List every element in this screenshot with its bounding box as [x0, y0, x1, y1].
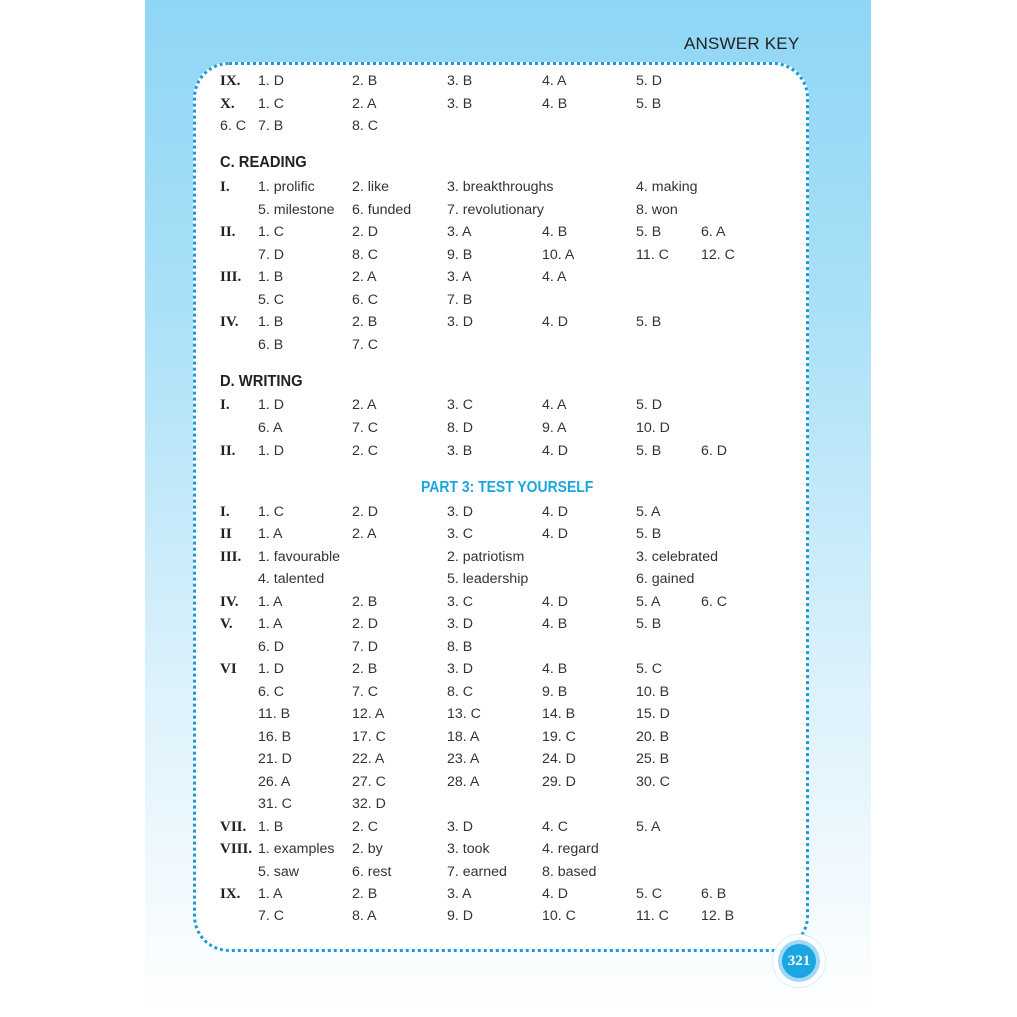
answer-item: 7. C — [352, 337, 379, 353]
answer-item: 3. B — [447, 443, 473, 459]
answer-item: 24. D — [542, 751, 576, 767]
section-heading: D. WRITING — [220, 373, 303, 390]
answer-item: 1. C — [258, 224, 285, 240]
exercise-label: I. — [220, 397, 230, 413]
answer-item: 8. C — [352, 118, 379, 134]
answer-item: 2. like — [352, 179, 390, 195]
answer-item: 5. C — [258, 292, 285, 308]
answer-item: 2. D — [352, 616, 379, 632]
answer-item: 3. B — [447, 73, 473, 89]
answer-item: 4. making — [636, 179, 698, 195]
exercise-label: II — [220, 526, 232, 542]
answer-item: 7. B — [258, 118, 284, 134]
answer-item: 6. B — [701, 886, 727, 902]
answer-item: 2. patriotism — [447, 549, 525, 565]
answer-item: 2. D — [352, 504, 379, 520]
page-number: 321 — [782, 944, 816, 978]
answer-item: 6. D — [701, 443, 728, 459]
part-heading: PART 3: TEST YOURSELF — [421, 479, 594, 496]
exercise-label: II. — [220, 443, 236, 459]
answer-item: 3. took — [447, 841, 490, 857]
answer-item: 2. A — [352, 269, 377, 285]
answer-item: 29. D — [542, 774, 576, 790]
answer-item: 6. B — [258, 337, 284, 353]
answer-item: 7. D — [258, 247, 285, 263]
answer-item: 9. D — [447, 908, 474, 924]
answer-item: 2. A — [352, 96, 377, 112]
answer-item: 4. D — [542, 594, 569, 610]
answer-item: 13. C — [447, 706, 481, 722]
section-heading: C. READING — [220, 154, 307, 171]
answer-item: 22. A — [352, 751, 385, 767]
answer-item: 4. talented — [258, 571, 325, 587]
answer-item: 10. C — [542, 908, 576, 924]
answer-item: 32. D — [352, 796, 386, 812]
answer-item: 1. prolific — [258, 179, 315, 195]
answer-item: 2. B — [352, 594, 378, 610]
exercise-label: X. — [220, 96, 235, 112]
answer-item: 8. D — [447, 420, 474, 436]
exercise-label: I. — [220, 504, 230, 520]
answer-item: 4. B — [542, 96, 568, 112]
answer-item: 17. C — [352, 729, 386, 745]
answer-item: 31. C — [258, 796, 292, 812]
answer-item: 14. B — [542, 706, 576, 722]
answer-item: 2. A — [352, 397, 377, 413]
answer-item: 8. A — [352, 908, 377, 924]
answer-item: 5. milestone — [258, 202, 335, 218]
answer-item: 6. C — [352, 292, 379, 308]
answer-item: 18. A — [447, 729, 480, 745]
answer-item: 1. D — [258, 443, 285, 459]
answer-item: 2. by — [352, 841, 383, 857]
answer-item: 6. A — [701, 224, 726, 240]
answer-item: 3. A — [447, 224, 472, 240]
answer-item: 4. regard — [542, 841, 599, 857]
answer-item: 4. D — [542, 526, 569, 542]
answer-item: 11. C — [636, 247, 669, 263]
answer-item: 5. leadership — [447, 571, 529, 587]
answer-item: 12. B — [701, 908, 735, 924]
answer-item: 4. A — [542, 269, 567, 285]
exercise-label: IV. — [220, 314, 239, 330]
exercise-label: III. — [220, 269, 242, 285]
answer-item: 8. based — [542, 864, 597, 880]
answer-item: 2. B — [352, 73, 378, 89]
answer-item: 3. C — [447, 526, 474, 542]
exercise-label: II. — [220, 224, 236, 240]
exercise-label: III. — [220, 549, 242, 565]
answer-item: 26. A — [258, 774, 291, 790]
answer-item: 28. A — [447, 774, 480, 790]
answer-item: 5. B — [636, 314, 662, 330]
answer-item: 2. B — [352, 886, 378, 902]
answer-item: 8. C — [447, 684, 474, 700]
answer-item: 5. B — [636, 526, 662, 542]
page-header-title: ANSWER KEY — [684, 34, 800, 53]
answer-item: 5. B — [636, 96, 662, 112]
exercise-label: VI — [220, 661, 237, 677]
answer-item: 5. C — [636, 886, 663, 902]
answer-item: 30. C — [636, 774, 670, 790]
exercise-label: VIII. — [220, 841, 253, 857]
answer-item: 3. D — [447, 504, 474, 520]
answer-item: 11. B — [258, 706, 291, 722]
answer-item: 1. D — [258, 397, 285, 413]
answer-item: 5. A — [636, 594, 661, 610]
answer-item: 11. C — [636, 908, 669, 924]
answer-item: 6. D — [258, 639, 285, 655]
answer-item: 4. C — [542, 819, 569, 835]
answer-item: 7. D — [352, 639, 379, 655]
exercise-label: IV. — [220, 594, 239, 610]
answer-item: 5. C — [636, 661, 663, 677]
answer-item: 1. A — [258, 526, 283, 542]
answer-item: 5. A — [636, 504, 661, 520]
answer-item: 9. B — [447, 247, 473, 263]
answer-item: 1. A — [258, 616, 283, 632]
exercise-label: I. — [220, 179, 230, 195]
answer-item: 3. D — [447, 314, 474, 330]
answer-item: 3. A — [447, 886, 472, 902]
answer-item: 1. examples — [258, 841, 335, 857]
answer-item: 19. C — [542, 729, 576, 745]
answer-item: 9. A — [542, 420, 567, 436]
answer-item: 2. B — [352, 314, 378, 330]
answer-item: 4. B — [542, 661, 568, 677]
answer-item: 16. B — [258, 729, 292, 745]
answer-item: 7. C — [352, 420, 379, 436]
answer-item: 8. C — [352, 247, 379, 263]
answer-item: 2. D — [352, 224, 379, 240]
answer-item: 3. B — [447, 96, 473, 112]
answer-item: 2. C — [352, 443, 379, 459]
answer-item: 3. C — [447, 594, 474, 610]
answer-item: 1. B — [258, 314, 284, 330]
answer-item: 3. celebrated — [636, 549, 719, 565]
answer-item: 1. favourable — [258, 549, 341, 565]
answer-item: 7. earned — [447, 864, 507, 880]
answer-item: 1. A — [258, 886, 283, 902]
answer-item: 6. A — [258, 420, 283, 436]
answer-item: 4. D — [542, 504, 569, 520]
exercise-label: VII. — [220, 819, 247, 835]
answer-item: 1. D — [258, 661, 285, 677]
answer-item: 4. A — [542, 73, 567, 89]
answer-item: 25. B — [636, 751, 670, 767]
answer-item: 10. B — [636, 684, 670, 700]
answer-item: 27. C — [352, 774, 386, 790]
answer-item: 12. A — [352, 706, 385, 722]
answer-item: 1. B — [258, 269, 284, 285]
answer-item: 6. rest — [352, 864, 392, 880]
answer-item: 1. C — [258, 504, 285, 520]
answer-item: 9. B — [542, 684, 568, 700]
answer-item: 5. A — [636, 819, 661, 835]
answer-item: 2. B — [352, 661, 378, 677]
answer-item: 5. D — [636, 397, 663, 413]
answer-item: 3. C — [447, 397, 474, 413]
answer-item: 6. gained — [636, 571, 695, 587]
answer-item: 1. A — [258, 594, 283, 610]
answer-item: 4. B — [542, 224, 568, 240]
answer-item: 5. B — [636, 224, 662, 240]
answer-item: 4. D — [542, 443, 569, 459]
answer-item: 6. C — [220, 118, 247, 134]
answer-item: 4. D — [542, 886, 569, 902]
answer-item: 12. C — [701, 247, 735, 263]
exercise-label: IX. — [220, 73, 241, 89]
answer-item: 5. B — [636, 616, 662, 632]
answer-item: 5. saw — [258, 864, 300, 880]
answer-item: 8. won — [636, 202, 678, 218]
answer-item: 8. B — [447, 639, 473, 655]
answer-item: 3. D — [447, 616, 474, 632]
answer-item: 3. D — [447, 819, 474, 835]
answer-item: 3. A — [447, 269, 472, 285]
page-number-badge — [773, 935, 825, 987]
answer-item: 4. D — [542, 314, 569, 330]
answer-item: 7. B — [447, 292, 473, 308]
answer-item: 1. D — [258, 73, 285, 89]
exercise-label: V. — [220, 616, 233, 632]
answer-item: 1. C — [258, 96, 285, 112]
answer-item: 1. B — [258, 819, 284, 835]
answer-item: 20. B — [636, 729, 670, 745]
page-number-ring — [778, 940, 820, 982]
exercise-label: IX. — [220, 886, 241, 902]
answer-item: 4. B — [542, 616, 568, 632]
answer-item: 6. C — [258, 684, 285, 700]
answer-item: 7. revolutionary — [447, 202, 544, 218]
answer-item: 10. A — [542, 247, 575, 263]
answer-item: 15. D — [636, 706, 670, 722]
answer-item: 7. C — [352, 684, 379, 700]
answer-key-panel — [193, 62, 809, 952]
answer-item: 21. D — [258, 751, 292, 767]
answer-item: 6. funded — [352, 202, 412, 218]
answer-item: 5. D — [636, 73, 663, 89]
answer-item: 2. C — [352, 819, 379, 835]
answer-item: 23. A — [447, 751, 480, 767]
answer-item: 4. A — [542, 397, 567, 413]
answer-item: 7. C — [258, 908, 285, 924]
answer-item: 10. D — [636, 420, 670, 436]
answer-item: 5. B — [636, 443, 662, 459]
answer-item: 3. breakthroughs — [447, 179, 554, 195]
answer-item: 3. D — [447, 661, 474, 677]
answer-item: 2. A — [352, 526, 377, 542]
answer-item: 6. C — [701, 594, 728, 610]
